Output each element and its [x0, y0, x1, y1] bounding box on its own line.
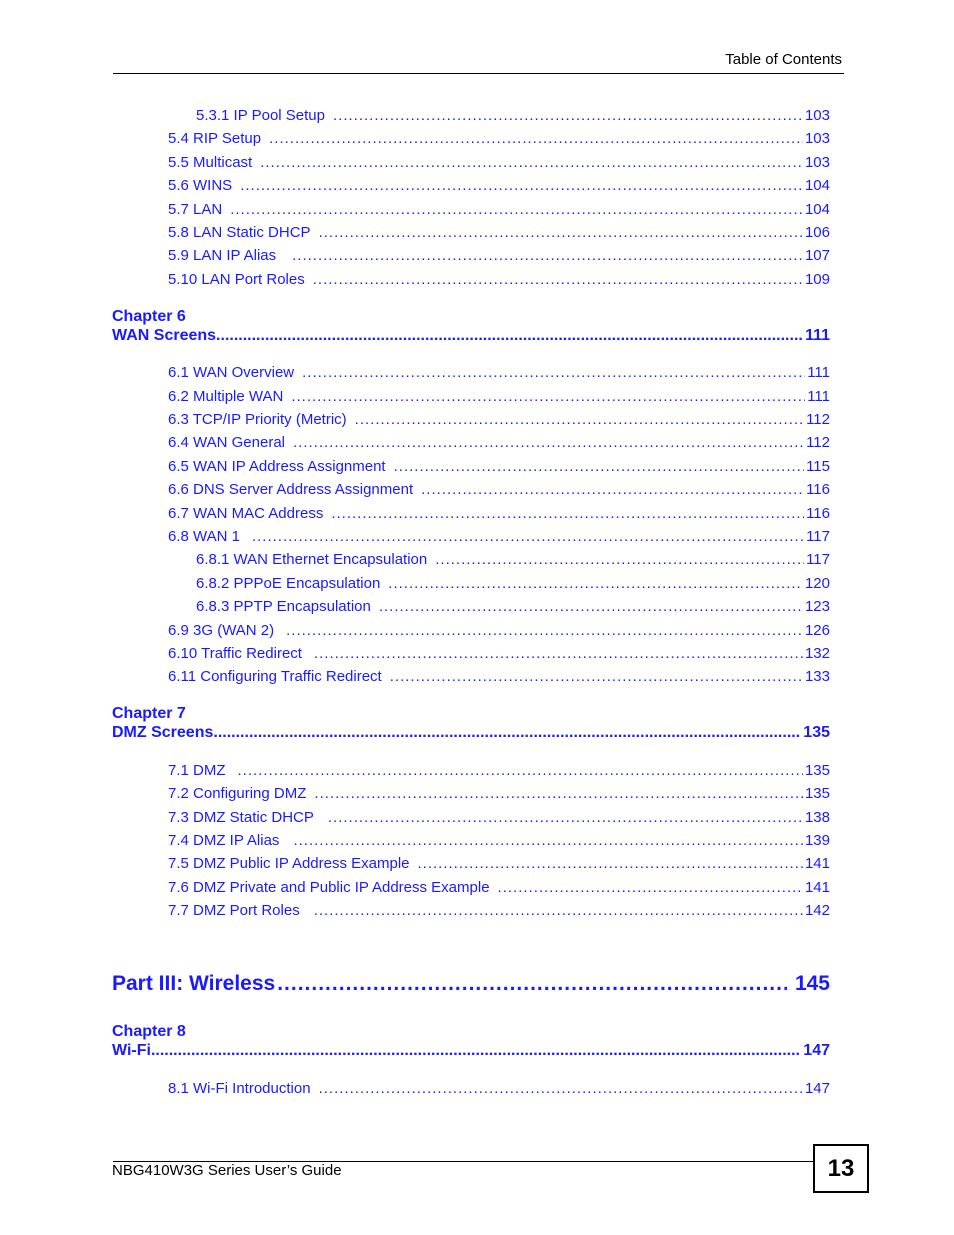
- toc-entry[interactable]: 6.2 Multiple WAN ..... 111: [168, 388, 830, 408]
- toc-entry[interactable]: 5.4 RIP Setup ..... 103: [168, 130, 830, 150]
- toc-entry[interactable]: 7.1 DMZ ..... 135: [168, 762, 830, 782]
- toc-entry[interactable]: 5.8 LAN Static DHCP ..... 106: [168, 224, 830, 244]
- toc-entry[interactable]: 6.7 WAN MAC Address ..... 116: [168, 505, 830, 525]
- dot-leader: [498, 879, 803, 896]
- dot-leader: [293, 832, 803, 849]
- dot-leader: [394, 458, 804, 475]
- toc-entry[interactable]: 6.9 3G (WAN 2) ..... 126: [168, 622, 830, 642]
- dot-leader: [291, 388, 805, 405]
- dot-leader: [293, 434, 804, 451]
- toc-entry[interactable]: 5.3.1 IP Pool Setup ..... 103: [196, 107, 830, 127]
- dot-leader: [238, 762, 803, 779]
- dot-leader: [319, 1080, 803, 1097]
- dot-leader: [418, 855, 803, 872]
- dot-leader: [314, 785, 803, 802]
- toc-entry[interactable]: 5.9 LAN IP Alias ..... 107: [168, 247, 830, 267]
- dot-leader: [355, 411, 804, 428]
- toc-entry[interactable]: 5.10 LAN Port Roles ..... 109: [168, 271, 830, 291]
- toc-entry[interactable]: 6.1 WAN Overview ..... 111: [168, 364, 830, 384]
- dot-leader: [314, 645, 803, 662]
- toc-entry[interactable]: 6.5 WAN IP Address Assignment ..... 115: [168, 458, 830, 478]
- dot-leader: [216, 327, 803, 345]
- toc-entry[interactable]: 7.4 DMZ IP Alias ..... 139: [168, 832, 830, 852]
- footer-guide-title: NBG410W3G Series User’s Guide: [112, 1162, 342, 1179]
- toc-entry[interactable]: 5.6 WINS ..... 104: [168, 177, 830, 197]
- toc-entry[interactable]: 7.7 DMZ Port Roles ..... 142: [168, 902, 830, 922]
- chapter-entry[interactable]: WAN Screens ..... 111: [112, 327, 830, 347]
- dot-leader: [302, 364, 805, 381]
- header-rule: [113, 73, 844, 74]
- toc-entry[interactable]: 7.2 Configuring DMZ ..... 135: [168, 785, 830, 805]
- toc-entry[interactable]: 7.3 DMZ Static DHCP ..... 138: [168, 809, 830, 829]
- page-number-box: [813, 1144, 869, 1193]
- toc-entry[interactable]: 6.6 DNS Server Address Assignment ..... 116: [168, 481, 830, 501]
- dot-leader: [151, 1042, 801, 1060]
- part-entry[interactable]: Part III: Wireless ..... 145: [112, 972, 830, 1000]
- dot-leader: [328, 809, 803, 826]
- toc-entry[interactable]: 6.3 TCP/IP Priority (Metric) ..... 112: [168, 411, 830, 431]
- page-number: 13: [827, 1154, 855, 1182]
- chapter-label: Chapter 6: [112, 308, 186, 325]
- dot-leader: [435, 551, 804, 568]
- dot-leader: [213, 724, 801, 742]
- dot-leader: [260, 154, 803, 171]
- toc-entry[interactable]: 5.5 Multicast ..... 103: [168, 154, 830, 174]
- dot-leader: [240, 177, 803, 194]
- page-header-title: Table of Contents: [725, 51, 842, 68]
- dot-leader: [292, 247, 803, 264]
- dot-leader: [390, 668, 803, 685]
- dot-leader: [252, 528, 804, 545]
- toc-entry[interactable]: 6.8.2 PPPoE Encapsulation ..... 120: [196, 575, 830, 595]
- toc-entry[interactable]: 6.8.3 PPTP Encapsulation ..... 123: [196, 598, 830, 618]
- dot-leader: [388, 575, 803, 592]
- toc-entry[interactable]: 8.1 Wi-Fi Introduction ..... 147: [168, 1080, 830, 1100]
- toc-entry[interactable]: 6.10 Traffic Redirect ..... 132: [168, 645, 830, 665]
- toc-entry[interactable]: 6.8.1 WAN Ethernet Encapsulation ..... 117: [196, 551, 830, 571]
- toc-entry[interactable]: 7.6 DMZ Private and Public IP Address Example ..... 141: [168, 879, 830, 899]
- chapter-label: Chapter 7: [112, 705, 186, 722]
- dot-leader: [286, 622, 803, 639]
- dot-leader: [331, 505, 804, 522]
- dot-leader: [230, 201, 803, 218]
- dot-leader: [277, 972, 787, 996]
- dot-leader: [421, 481, 804, 498]
- toc-entry[interactable]: 6.11 Configuring Traffic Redirect ..... 133: [168, 668, 830, 688]
- toc-entry[interactable]: 6.8 WAN 1 ..... 117: [168, 528, 830, 548]
- dot-leader: [379, 598, 803, 615]
- chapter-entry[interactable]: Wi-Fi ..... 147: [112, 1042, 830, 1062]
- chapter-label: Chapter 8: [112, 1023, 186, 1040]
- toc-entry[interactable]: 5.7 LAN ..... 104: [168, 201, 830, 221]
- dot-leader: [333, 107, 803, 124]
- dot-leader: [319, 224, 803, 241]
- chapter-entry[interactable]: DMZ Screens ..... 135: [112, 724, 830, 744]
- dot-leader: [314, 902, 803, 919]
- toc-entry[interactable]: 6.4 WAN General ..... 112: [168, 434, 830, 454]
- toc-entry[interactable]: 7.5 DMZ Public IP Address Example ..... 141: [168, 855, 830, 875]
- dot-leader: [269, 130, 803, 147]
- dot-leader: [313, 271, 803, 288]
